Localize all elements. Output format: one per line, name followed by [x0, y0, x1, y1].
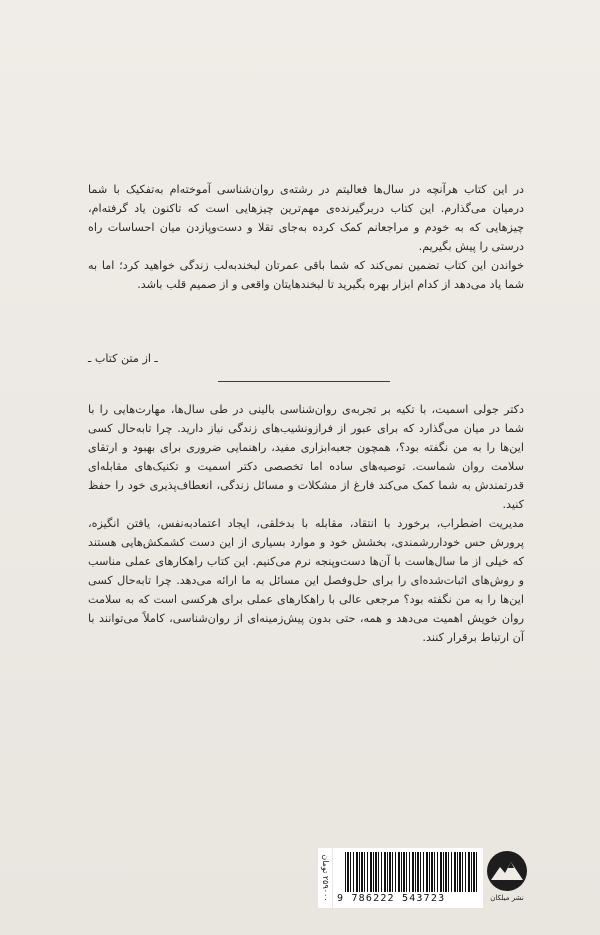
isbn-barcode: [333, 848, 483, 908]
price-label: [318, 848, 332, 908]
book-excerpt: [88, 180, 524, 294]
book-description: [88, 400, 524, 647]
description-paragraph: دکتر جولی اسمیت، با تکیه بر تجربه‌ی روان‌شناسی بالینی در طی سال‌ها، مهارت‌هایی را با شما در میان می‌گذارد که برای عبور از فرازونشیب‌های زندگی نیاز دارید. چرا تابه‌حال کسی این‌ها را به من نگفته بود؟، همچون جعبه‌ابزاری مفید، راهنمایی ضروری برای بهبود و ارتقای سلامت روان شماست. توصیه‌های ساده اما تخصصی دکتر اسمیت و تکنیک‌های مقابله‌ای قدرتمندش به شما کمک می‌کند فارغ از مشکلات و مسائل زندگی، انعطاف‌پذیری خود را حفظ کنید.: [88, 403, 524, 511]
excerpt-attribution: ـ از متن کتاب ـ: [88, 352, 158, 365]
mountain-logo-icon: [486, 850, 528, 892]
barcode-icon: [345, 852, 477, 892]
excerpt-paragraph: در این کتاب هرآنچه در سال‌ها فعالیتم در رشته‌ی روان‌شناسی آموخته‌ام به‌تفکیک با شما درمیان می‌گذارم. این کتاب دربرگیرنده‌ی مهم‌ترین چیزهایی است که تاکنون یاد گرفته‌ام، چیزهایی که به خودم و مراجعانم کمک کرده به‌جای تقلا و دست‌وپازدن میان احساسات راه درستی را پیش بگیریم.: [88, 183, 524, 253]
section-divider: [218, 381, 390, 382]
barcode-number: 9 786222 543723: [337, 893, 446, 904]
publisher-logo: [486, 850, 528, 910]
excerpt-paragraph: خواندن این کتاب تضمین نمی‌کند که شما باقی عمرتان لبخندبه‌لب زندگی خواهید کرد؛ اما به شما یاد می‌دهد از کدام ابزار بهره بگیرید تا لبخندهایتان واقعی و از صمیم قلب باشد.: [88, 259, 524, 291]
description-paragraph: مدیریت اضطراب، برخورد با انتقاد، مقابله با بدخلقی، ایجاد اعتمادبه‌نفس، یافتن انگیزه، پرورش حس خوداررشمندی، بخشش خود و موارد بسیاری از این دست کشمکش‌هایی هستند که خیلی از ما سال‌هاست با آن‌ها دست‌وپنجه نرم می‌کنیم. این کتاب راهکارهای عملی مناسب و روش‌های اثبات‌شده‌ای را برای حل‌وفصل این مسائل به ما ارائه می‌دهد. چرا تابه‌حال کسی این‌ها را به من نگفته بود؟ مرجعی عالی با راهکارهای عملی برای هرکسی است که به سلامت روان خویش اهمیت می‌دهد و همه، حتی بدون پیش‌زمینه‌ای از روان‌شناسی، کاملاً می‌توانند با آن ارتباط برقرار کنند.: [88, 517, 524, 644]
publisher-name: نشر میلکان: [490, 894, 524, 902]
price-text: ۲۵۹۰۰۰ تومان: [321, 854, 330, 902]
